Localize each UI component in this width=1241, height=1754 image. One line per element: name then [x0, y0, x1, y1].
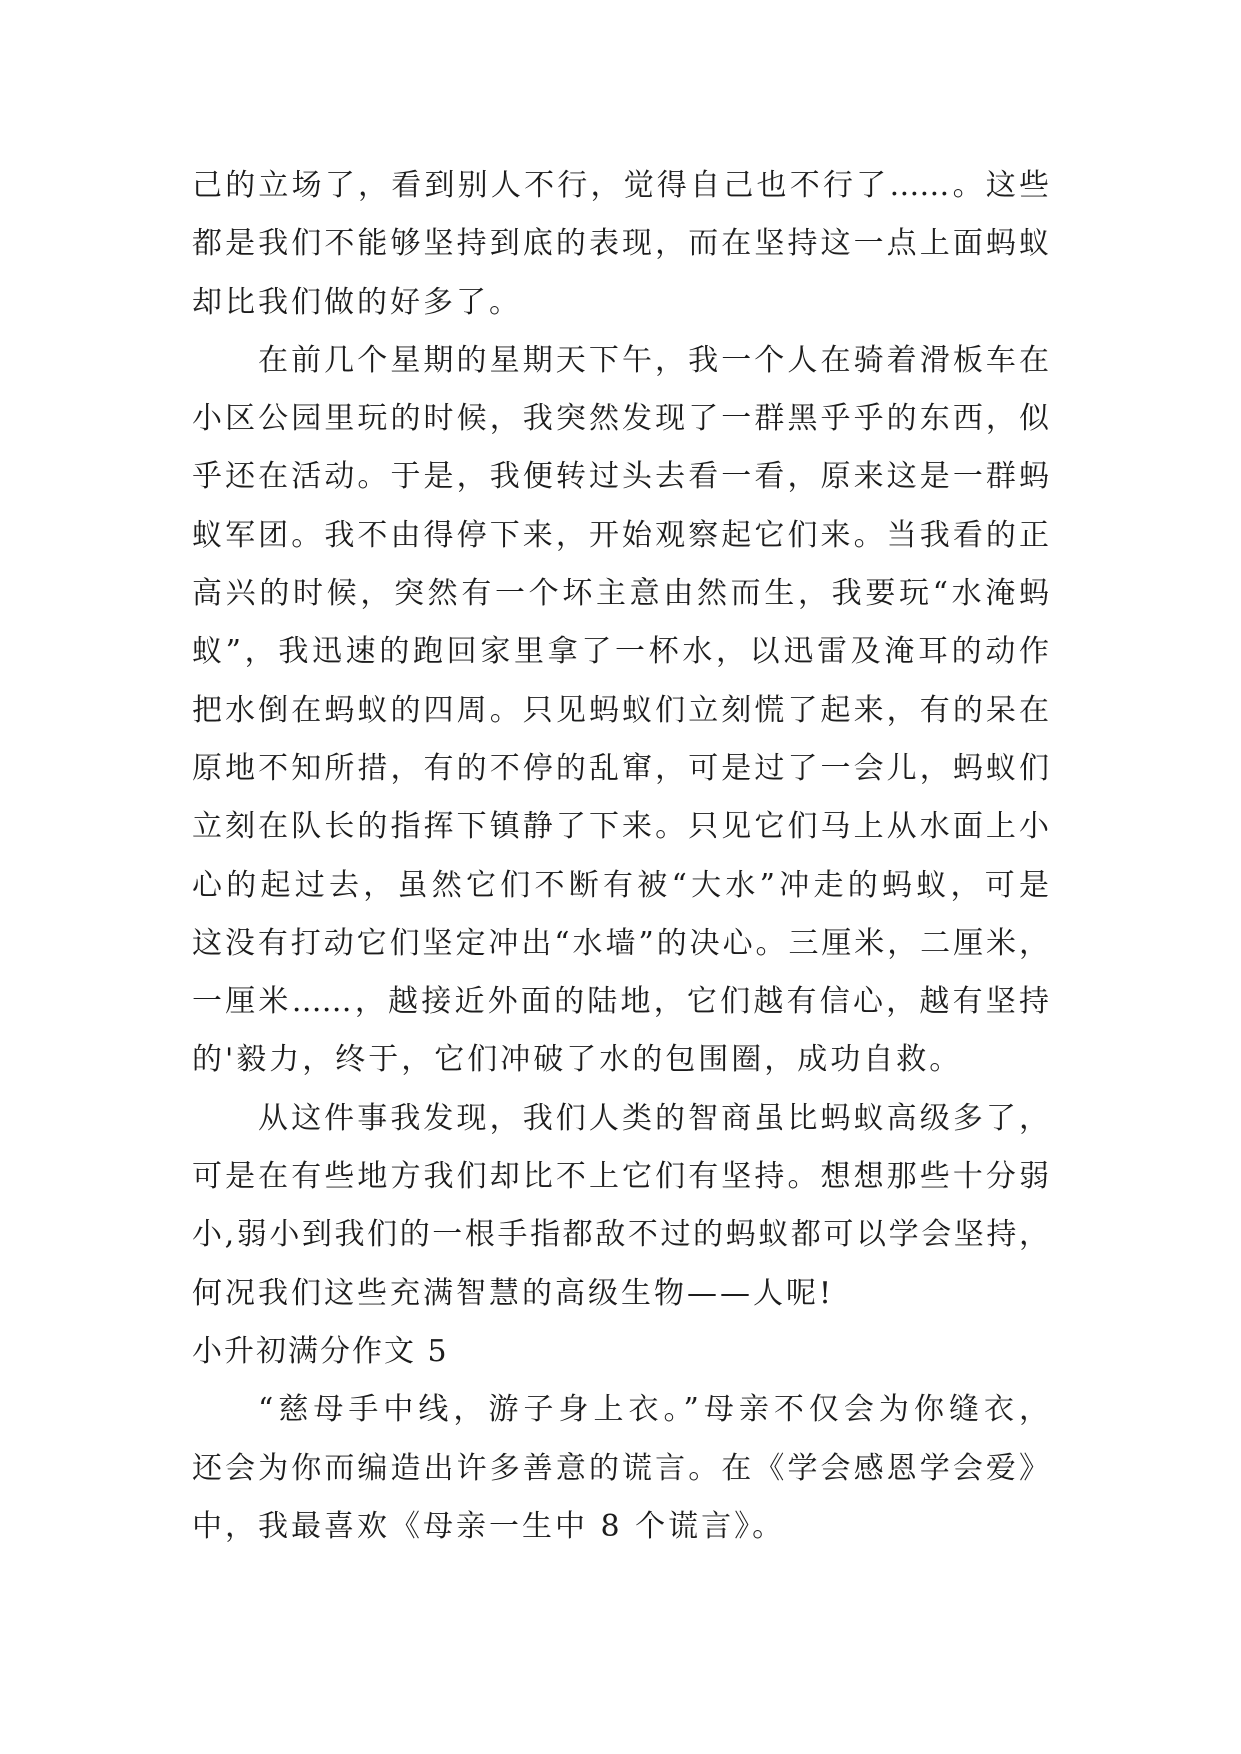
text-line: 心的起过去，虽然它们不断有被“大水”冲走的蚂蚁，可是: [192, 867, 1049, 903]
paragraph-4: [192, 1381, 1049, 1556]
text-line: 立刻在队长的指挥下镇静了下来。只见它们马上从水面上小: [192, 809, 1049, 845]
text-line: 一厘米……，越接近外面的陆地，它们越有信心，越有坚持: [192, 984, 1049, 1020]
paragraph-3: [192, 1090, 1049, 1323]
text-line: 还会为你而编造出许多善意的谎言。在《学会感恩学会爱》: [192, 1450, 1049, 1486]
text-line: “慈母手中线，游子身上衣。”母亲不仅会为你缝衣，: [258, 1392, 1049, 1428]
text-line: 蚁”，我迅速的跑回家里拿了一杯水，以迅雷及淹耳的动作: [192, 634, 1049, 670]
text-line: 都是我们不能够坚持到底的表现，而在坚持这一点上面蚂蚁: [192, 226, 1049, 262]
text-line: 把水倒在蚂蚁的四周。只见蚂蚁们立刻慌了起来，有的呆在: [192, 692, 1049, 728]
section-heading: 小升初满分作文 5: [192, 1333, 449, 1369]
text-line: 高兴的时候，突然有一个坏主意由然而生，我要玩“水淹蚂: [192, 576, 1049, 612]
text-line: 却比我们做的好多了。: [192, 284, 522, 320]
text-line: 这没有打动它们坚定冲出“水墙”的决心。三厘米，二厘米，: [192, 925, 1049, 961]
paragraph-2: [192, 332, 1049, 1090]
text-line: 蚁军团。我不由得停下来，开始观察起它们来。当我看的正: [192, 517, 1049, 553]
text-line: 中，我最喜欢《母亲一生中 8 个谎言》。: [192, 1508, 786, 1544]
text-line: 乎还在活动。于是，我便转过头去看一看，原来这是一群蚂: [192, 459, 1049, 495]
text-line: 从这件事我发现，我们人类的智商虽比蚂蚁高级多了，: [258, 1100, 1049, 1136]
text-line: 何况我们这些充满智慧的高级生物——人呢!: [192, 1275, 835, 1311]
document-body: [192, 157, 1049, 1556]
text-line: 己的立场了，看到别人不行，觉得自己也不行了……。这些: [192, 168, 1049, 203]
text-line: 小区公园里玩的时候，我突然发现了一群黑乎乎的东西，似: [192, 401, 1049, 437]
paragraph-1: [192, 157, 1049, 332]
text-line: 原地不知所措，有的不停的乱窜，可是过了一会儿，蚂蚁们: [192, 750, 1049, 786]
text-line: 的'毅力，终于，它们冲破了水的包围圈，成功自救。: [192, 1042, 963, 1078]
text-line: 小,弱小到我们的一根手指都敌不过的蚂蚁都可以学会坚持，: [192, 1217, 1049, 1253]
text-line: 在前几个星期的星期天下午，我一个人在骑着滑板车在: [258, 342, 1049, 378]
text-line: 可是在有些地方我们却比不上它们有坚持。想想那些十分弱: [192, 1159, 1049, 1195]
